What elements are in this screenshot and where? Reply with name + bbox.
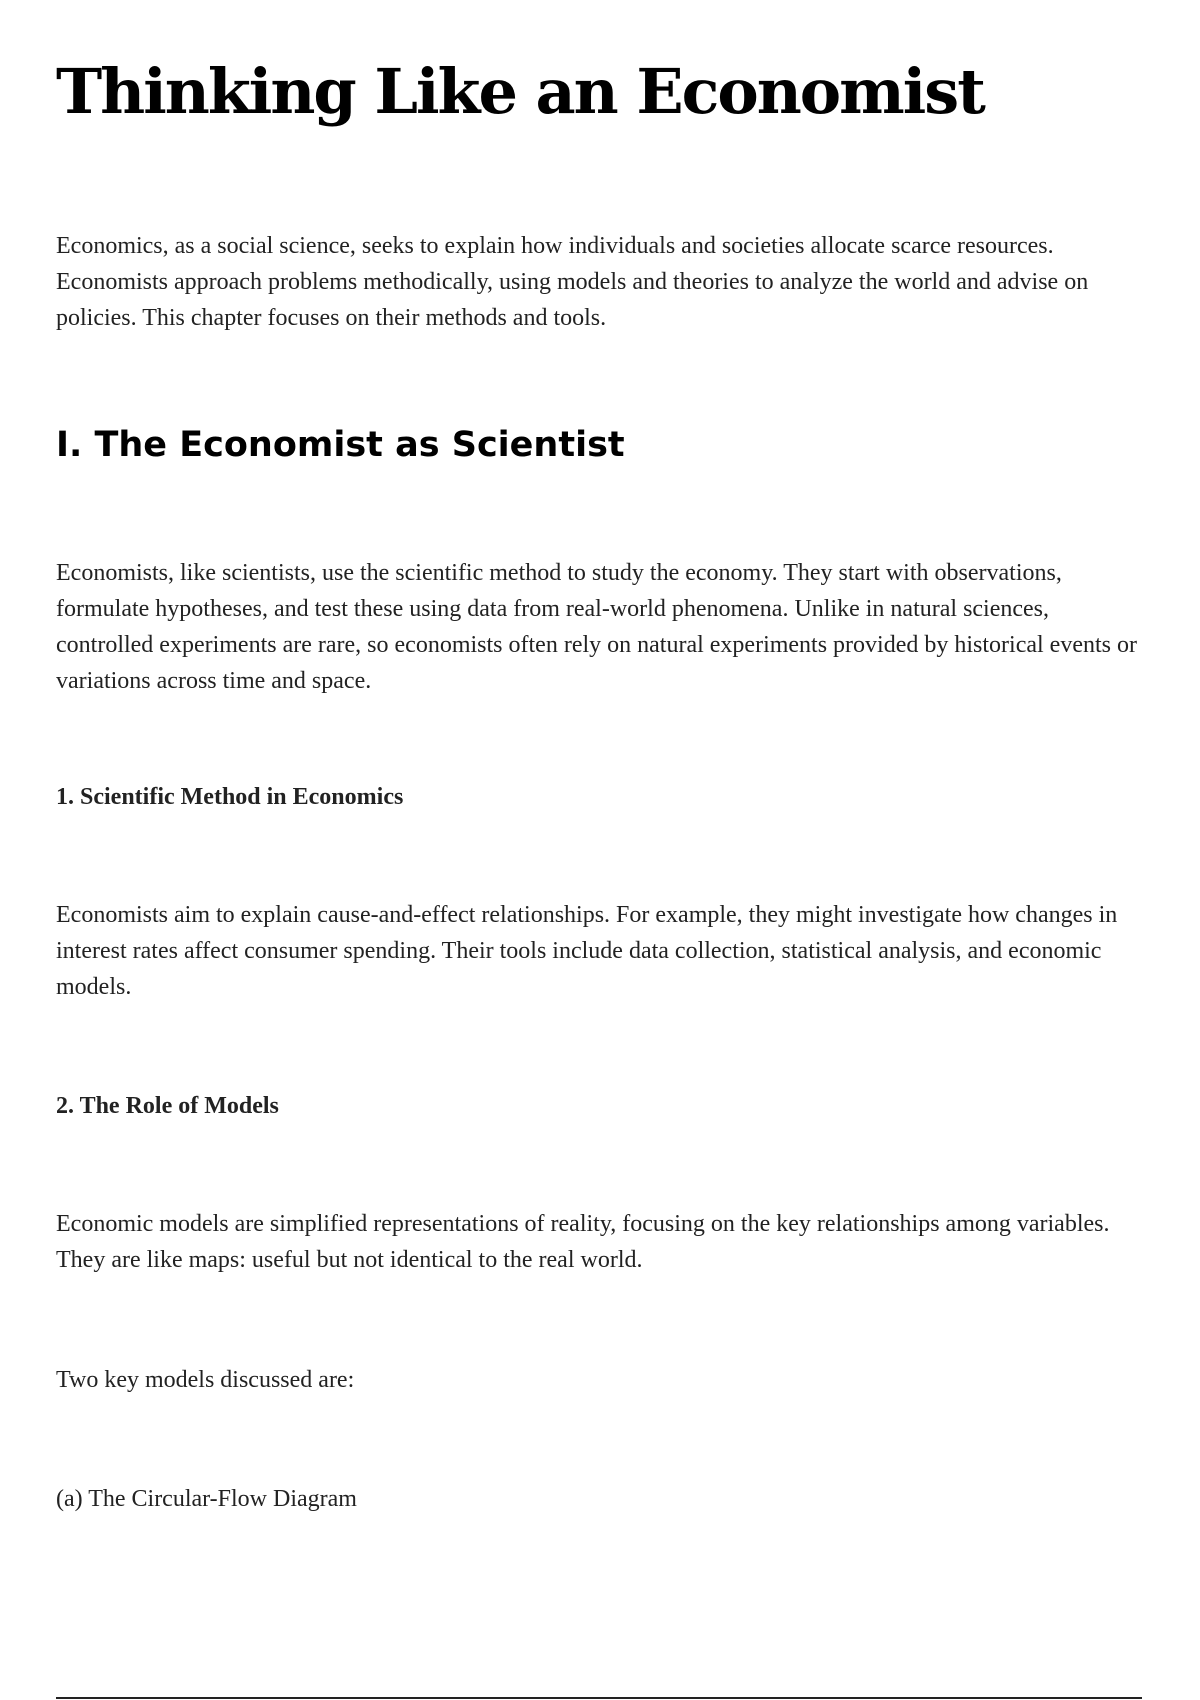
subsection-1-paragraph: Economists aim to explain cause-and-effect relationships. For example, they might investigate how changes in interest rates affect consumer spending. Their tools include data collection, statistical analysis, and economic models. (56, 902, 1118, 1000)
intro-paragraph: Economics, as a social science, seeks to explain how individuals and societies allocate scarce resources. Economists approach problems methodically, using models and theories to analyze the world and advise on policies. This chapter focuses on their methods and tools. (56, 233, 1089, 331)
subsection-heading-role-of-models: 2. The Role of Models (56, 1093, 279, 1119)
model-circular-flow-diagram: (a) The Circular-Flow Diagram (56, 1486, 357, 1512)
subsection-heading-scientific-method: 1. Scientific Method in Economics (56, 784, 404, 810)
document-page (56, 0, 1146, 1700)
models-lead-in: Two key models discussed are: (56, 1367, 355, 1393)
section-heading-economist-as-scientist: I. The Economist as Scientist (56, 425, 625, 465)
section-1-paragraph: Economists, like scientists, use the scientific method to study the economy. They start with observations, formulate hypotheses, and test these using data from real-world phenomena. Unlike in natural sciences, controlled experiments are rare, so economists often rely on natural experiments provided by historical events or variations across time and space. (56, 560, 1137, 694)
document-title: Thinking Like an Economist (56, 55, 984, 128)
subsection-2-paragraph: Economic models are simplified representations of reality, focusing on the key relationships among variables. They are like maps: useful but not identical to the real world. (56, 1211, 1110, 1273)
bottom-divider (56, 1697, 1142, 1699)
